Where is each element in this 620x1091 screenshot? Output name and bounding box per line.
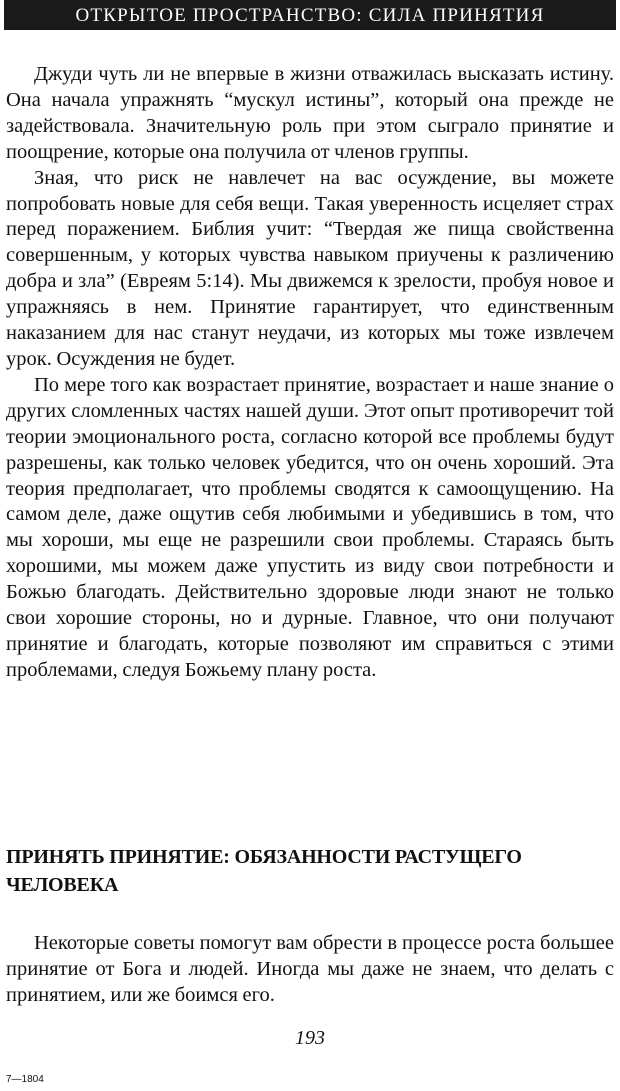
page-number: 193	[295, 1027, 325, 1049]
paragraph: Некоторые советы помогут вам обрести в процессе роста большее принятие от Бога и людей. Иногда мы даже не знаем, что делать с принятием, или же боимся его.	[6, 932, 614, 1006]
body-text	[6, 62, 614, 684]
paragraph: По мере того как возрастает принятие, возрастает и наше знание о других сломленных частях нашей души. Этот опыт противоречит той теории эмоционального роста, согласно которой все проблемы будут разрешены, как только человек убедится, что он очень хороший. Эта теория предполагает, что проблемы сводятся к самоощущению. На самом деле, даже ощутив себя любимыми и убедившись в том, что мы хороши, мы еще не разрешили свои проблемы. Стараясь быть хорошими, мы можем даже упустить из виду свои потребности и Божью благодать. Действительно здоровые люди знают не только свои хорошие стороны, но и дурные. Главное, что они получают принятие и благодать, которые позволяют им справиться с этими проблемами, следуя Божьему плану роста.	[6, 373, 614, 681]
section-heading: ПРИНЯТЬ ПРИНЯТИЕ: ОБЯЗАННОСТИ РАСТУЩЕГО ЧЕЛОВЕКА	[6, 846, 522, 896]
paragraph: Зная, что риск не навлечет на вас осуждение, вы можете попробовать новые для себя вещи. Такая уверенность исцеляет страх перед поражением. Библия учит: “Твердая же пища свойственна совершенным, у которых чувства навыком приучены к различению добра и зла” (Евреям 5:14). Мы движемся к зрелости, пробуя новое и упражняясь в нем. Принятие гарантирует, что единственным наказанием для нас станут неудачи, из которых мы тоже извлечем урок. Осуждения не будет.	[6, 166, 614, 370]
section-text	[6, 930, 614, 1008]
running-head: ОТКРЫТОЕ ПРОСТРАНСТВО: СИЛА ПРИНЯТИЯ	[4, 0, 616, 30]
paragraph: Джуди чуть ли не впервые в жизни отважилась высказать истину. Она начала упражнять “мускул истины”, который она прежде не задействовала. Значительную роль при этом сыграло принятие и поощрение, которые она получила от членов группы.	[6, 63, 614, 163]
printer-signature-mark: 7—1804	[6, 1074, 44, 1085]
